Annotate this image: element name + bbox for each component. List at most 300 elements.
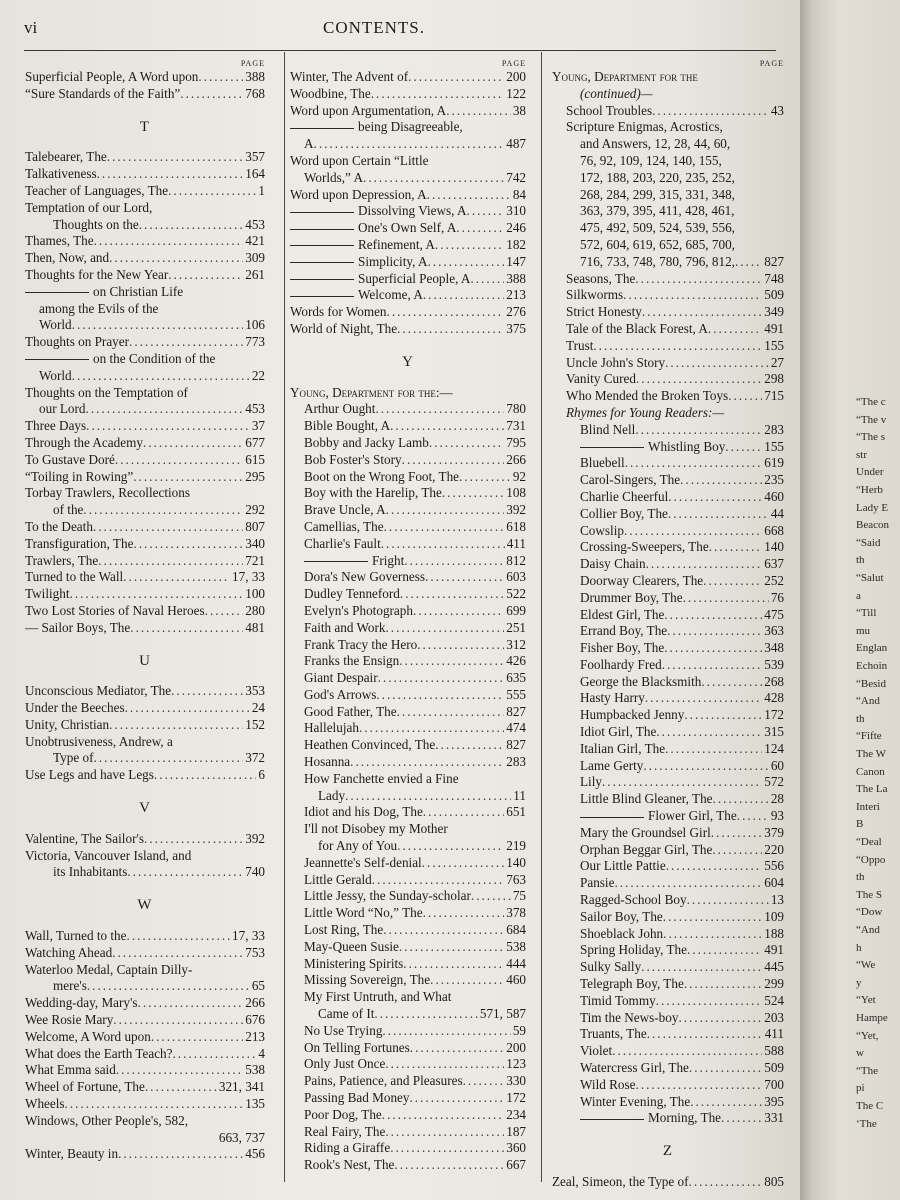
- facing-page-fragment: “The c: [856, 396, 886, 408]
- contents-entry: [290, 989, 526, 1006]
- entry-title: [25, 233, 94, 250]
- leader-dots: [735, 254, 762, 271]
- leader-dots: [623, 287, 762, 304]
- entry-title: [53, 978, 87, 995]
- leader-dots: [113, 1012, 243, 1029]
- contents-entry: [25, 519, 265, 536]
- contents-entry: [290, 771, 526, 788]
- contents-entry: [552, 674, 784, 691]
- entry-title: [290, 203, 467, 220]
- contents-entry: [552, 959, 784, 976]
- facing-page-fragment: “Deal: [856, 836, 882, 848]
- entry-title: [39, 368, 72, 385]
- entry-title-text: Welcome, A: [358, 287, 423, 303]
- entry-page-number: 700: [764, 1076, 784, 1092]
- facing-page-fragment: mu: [856, 624, 871, 637]
- entry-title: [552, 1174, 689, 1191]
- leader-dots: [129, 334, 243, 351]
- contents-entry: [552, 1174, 784, 1191]
- entry-page-number: 292: [245, 502, 265, 518]
- contents-entry: [552, 858, 784, 875]
- entry-title: [580, 136, 730, 153]
- leader-dots: [109, 717, 243, 734]
- contents-entry: [290, 788, 526, 805]
- leader-dots: [116, 1062, 243, 1079]
- entry-title: [304, 586, 400, 603]
- contents-entry: [290, 804, 526, 821]
- leader-dots: [345, 788, 511, 805]
- entry-title-text: Cowslip: [580, 522, 624, 538]
- entry-page-number: 539: [764, 656, 784, 672]
- contents-entry: [25, 334, 265, 351]
- entry-title-text: George the Blacksmith: [580, 673, 702, 689]
- ditto-rule: [25, 359, 89, 360]
- entry-page-number: 24: [251, 700, 265, 716]
- entry-title-text: Unobtrusiveness, Andrew, a: [25, 733, 173, 749]
- entry-title: [304, 1056, 385, 1073]
- leader-dots: [712, 842, 762, 859]
- entry-title-text: Sailor Boy, The: [580, 908, 663, 924]
- entry-title: [580, 86, 653, 103]
- leader-dots: [86, 418, 250, 435]
- leader-dots: [665, 741, 762, 758]
- entry-title-text: Little Blind Gleaner, The: [580, 791, 713, 807]
- entry-title-text: Through the Academy: [25, 434, 143, 450]
- entry-title-text: Telegraph Boy, The: [580, 976, 684, 992]
- entry-page-number: 780: [506, 401, 526, 417]
- contents-entry: [25, 351, 265, 368]
- entry-title: [566, 287, 623, 304]
- ditto-rule: [290, 262, 354, 263]
- entry-title: [566, 338, 593, 355]
- contents-entry: [552, 724, 784, 741]
- entry-title: [25, 700, 125, 717]
- entry-title-text: 716, 733, 748, 780, 796, 812,: [580, 253, 735, 269]
- entry-title-text: Torbay Trawlers, Recollections: [25, 485, 190, 501]
- entry-title: [25, 586, 70, 603]
- contents-entry: [552, 909, 784, 926]
- entry-page-number: 140: [506, 854, 526, 870]
- entry-title: [318, 788, 345, 805]
- entry-title-text: Young, Department for the:—: [290, 384, 453, 400]
- entry-title: [304, 855, 422, 872]
- contents-entry: [290, 69, 526, 86]
- entry-title: [290, 271, 470, 288]
- leader-dots: [667, 623, 762, 640]
- entry-title-text: Wild Rose: [580, 1076, 636, 1092]
- contents-entry: [25, 603, 265, 620]
- contents-entry: [552, 808, 784, 825]
- contents-entry: [552, 926, 784, 943]
- contents-entry: [552, 439, 784, 456]
- entry-title-text: Then, Now, and: [25, 250, 110, 266]
- entry-title-text: — Sailor Boys, The: [25, 619, 131, 635]
- facing-page-fragment: y: [856, 976, 862, 989]
- entry-title: [53, 750, 93, 767]
- contents-entry: [25, 536, 265, 553]
- entry-page-number: 28: [770, 791, 784, 807]
- entry-title-text: Superficial People, A: [358, 270, 471, 286]
- leader-dots: [665, 355, 769, 372]
- entry-page-number: 395: [764, 1093, 784, 1109]
- entry-title-text: Young, Department for the: [552, 69, 698, 84]
- entry-title: [304, 905, 423, 922]
- entry-title: [580, 657, 662, 674]
- entry-title: [566, 119, 723, 136]
- contents-entry: [290, 1124, 526, 1141]
- entry-page-number: 122: [506, 85, 526, 101]
- entry-page-number: 251: [506, 619, 526, 635]
- contents-entry: [290, 872, 526, 889]
- leader-dots: [168, 267, 243, 284]
- entry-title: [580, 523, 624, 540]
- facing-page-fragment: The S: [856, 888, 882, 901]
- leader-dots: [394, 1157, 504, 1174]
- entry-page-number: 200: [506, 1039, 526, 1055]
- leader-dots: [624, 523, 762, 540]
- leader-dots: [374, 1006, 477, 1023]
- leader-dots: [408, 69, 504, 86]
- leader-dots: [442, 485, 504, 502]
- entry-title: [25, 569, 123, 586]
- leader-dots: [350, 754, 504, 771]
- facing-page-fragment: “Yet: [856, 994, 876, 1007]
- entry-title: [25, 767, 154, 784]
- entry-title-text: Arthur Ought: [304, 401, 376, 417]
- entry-title-text: Word upon Certain “Little: [290, 152, 429, 168]
- contents-entry: [25, 301, 265, 318]
- entry-title-text: Came of It: [318, 1006, 375, 1022]
- contents-entry: [290, 1090, 526, 1107]
- leader-dots: [375, 401, 504, 418]
- entry-page-number: 388: [506, 270, 526, 286]
- leader-dots: [593, 338, 762, 355]
- ditto-rule: [290, 212, 354, 213]
- leader-dots: [138, 995, 244, 1012]
- leader-dots: [471, 888, 511, 905]
- entry-title-text: Ministering Spirits: [304, 955, 404, 971]
- contents-entry: [25, 1079, 265, 1096]
- entry-page-number: 721: [245, 552, 265, 568]
- contents-entry: [552, 422, 784, 439]
- entry-page-number: 555: [506, 686, 526, 702]
- contents-entry: [25, 734, 265, 751]
- entry-title: [25, 1012, 113, 1029]
- entry-title-text: Two Lost Stories of Naval Heroes: [25, 602, 205, 618]
- leader-dots: [668, 506, 769, 523]
- leader-dots: [94, 233, 244, 250]
- leader-dots: [713, 791, 769, 808]
- entry-title-text: Thames, The: [25, 233, 94, 249]
- contents-entry: [290, 1073, 526, 1090]
- entry-page-number: 6: [258, 767, 265, 783]
- entry-title-text: Waterloo Medal, Captain Dilly-: [25, 961, 193, 977]
- entry-page-number: 213: [245, 1028, 265, 1044]
- leader-dots: [143, 435, 243, 452]
- entry-page-number: 188: [764, 925, 784, 941]
- entry-page-number: 4: [258, 1045, 265, 1061]
- leader-dots: [107, 149, 243, 166]
- entry-page-number: 331: [764, 1110, 784, 1126]
- contents-entry: [290, 553, 526, 570]
- entry-title: [566, 304, 642, 321]
- entry-title: [25, 418, 86, 435]
- leader-dots: [145, 1079, 217, 1096]
- entry-title: [580, 237, 735, 254]
- entry-title: [580, 774, 602, 791]
- entry-page-number: 651: [506, 804, 526, 820]
- entry-title-text: Lily: [580, 774, 602, 790]
- contents-entry: [552, 976, 784, 993]
- entry-title: [290, 220, 456, 237]
- ditto-rule: [290, 279, 354, 280]
- facing-page-fragment: “Fifte: [856, 730, 882, 743]
- facing-page-fragment: h: [856, 941, 862, 954]
- entry-title-text: Under the Beeches: [25, 700, 125, 716]
- entry-page-number: 44: [770, 505, 784, 521]
- leader-dots: [728, 388, 762, 405]
- contents-entry: [290, 203, 526, 220]
- entry-title: [580, 539, 709, 556]
- facing-page-fragment: str: [856, 448, 867, 461]
- leader-dots: [87, 978, 250, 995]
- facing-page-fragment: th: [856, 554, 865, 567]
- entry-page-number: 460: [506, 972, 526, 988]
- leader-dots: [625, 455, 763, 472]
- entry-title-text: our Lord: [39, 401, 86, 417]
- contents-entry: [290, 271, 526, 288]
- entry-title: [304, 502, 386, 519]
- entry-title: [304, 170, 363, 187]
- entry-title-text: Scripture Enigmas, Acrostics,: [566, 119, 723, 135]
- entry-title: [304, 401, 375, 418]
- entry-title-text: Hallelujah: [304, 720, 359, 736]
- entry-title-text: Only Just Once: [304, 1056, 386, 1072]
- leader-dots: [656, 724, 762, 741]
- contents-entry: [552, 539, 784, 556]
- entry-page-number: 378: [506, 905, 526, 921]
- contents-entry: [552, 405, 784, 422]
- entry-title-text: Uncle John's Story: [566, 354, 666, 370]
- entry-title-text: Word upon Depression, A: [290, 186, 427, 202]
- entry-title-text: Lame Gerty: [580, 757, 644, 773]
- contents-entry: [25, 945, 265, 962]
- leader-dots: [435, 237, 504, 254]
- entry-title: [25, 166, 97, 183]
- entry-title: [290, 254, 427, 271]
- entry-title-text: Temptation of our Lord,: [25, 199, 153, 215]
- leader-dots: [314, 136, 505, 153]
- leader-dots: [386, 502, 505, 519]
- entry-page-number: 298: [764, 371, 784, 387]
- contents-entry: [25, 620, 265, 637]
- leader-dots: [422, 855, 504, 872]
- entry-title: [290, 187, 427, 204]
- contents-entry: [552, 707, 784, 724]
- contents-entry: [552, 455, 784, 472]
- entry-title-text: Teacher of Languages, The: [25, 182, 169, 198]
- entry-page-number: 753: [245, 944, 265, 960]
- entry-title: [304, 653, 399, 670]
- contents-entry: [290, 905, 526, 922]
- entry-title: [25, 519, 93, 536]
- entry-title: [25, 334, 129, 351]
- leader-dots: [133, 469, 243, 486]
- entry-title-text: being Disagreeable,: [358, 119, 463, 135]
- entry-title-text: One's Own Self, A: [358, 220, 457, 236]
- entry-title: [39, 401, 86, 418]
- leader-dots: [663, 926, 762, 943]
- entry-title: [580, 926, 663, 943]
- leader-dots: [93, 519, 243, 536]
- leader-dots: [390, 1140, 504, 1157]
- entry-title-text: 475, 492, 509, 524, 539, 556,: [580, 220, 735, 236]
- contents-entry: [290, 637, 526, 654]
- entry-page-number: 619: [764, 455, 784, 471]
- contents-entry: [552, 489, 784, 506]
- entry-title-text: Superficial People, A Word upon: [25, 69, 199, 84]
- contents-entry: [290, 888, 526, 905]
- entry-title-text: I'll not Disobey my Mother: [304, 821, 448, 837]
- entry-title-text: Bluebell: [580, 455, 625, 471]
- leader-dots: [70, 586, 244, 603]
- entry-title: [580, 993, 656, 1010]
- entry-title: [25, 1096, 65, 1113]
- entry-title-text: Good Father, The: [304, 703, 397, 719]
- entry-title: [566, 371, 636, 388]
- entry-title: [580, 942, 687, 959]
- entry-title-text: on the Condition of the: [93, 350, 216, 366]
- contents-entry: [552, 1110, 784, 1127]
- facing-page-fragment: “And: [856, 924, 880, 936]
- entry-title-text: 363, 379, 395, 411, 428, 461,: [580, 203, 735, 219]
- entry-title: [25, 284, 183, 301]
- contents-entry: [25, 700, 265, 717]
- contents-entry: [290, 1023, 526, 1040]
- contents-entry: [290, 620, 526, 637]
- entry-title: [25, 683, 171, 700]
- contents-entry: [25, 485, 265, 502]
- leader-dots: [456, 220, 504, 237]
- facing-page-fragment: th: [856, 871, 865, 884]
- entry-title-text: on Christian Life: [93, 283, 184, 299]
- leader-dots: [97, 166, 244, 183]
- facing-page-fragment: Hampe: [856, 1012, 888, 1024]
- entry-page-number: 203: [764, 1009, 784, 1025]
- leader-dots: [459, 469, 511, 486]
- contents-entry: [25, 502, 265, 519]
- leader-dots: [427, 254, 504, 271]
- entry-title: [580, 875, 614, 892]
- ditto-rule: [290, 229, 354, 230]
- leader-dots: [399, 653, 504, 670]
- entry-page-number: 588: [764, 1043, 784, 1059]
- entry-page-number: 234: [506, 1106, 526, 1122]
- entry-title: [318, 1006, 374, 1023]
- contents-entry: [552, 758, 784, 775]
- entry-title-text: A: [304, 136, 314, 152]
- entry-title-text: No Use Trying: [304, 1022, 383, 1038]
- entry-page-number: 140: [764, 539, 784, 555]
- facing-page-fragment: th: [856, 712, 865, 725]
- contents-entry: [290, 922, 526, 939]
- entry-page-number: 509: [764, 1060, 784, 1076]
- entry-title: [304, 1107, 382, 1124]
- leader-dots: [430, 972, 504, 989]
- entry-page-number: 100: [245, 586, 265, 602]
- entry-page-number: 375: [506, 320, 526, 336]
- entry-title: [25, 962, 192, 979]
- contents-entry: [25, 717, 265, 734]
- entry-title: [304, 435, 429, 452]
- entry-title-text: Fright: [372, 552, 405, 568]
- contents-entry: [290, 1140, 526, 1157]
- entry-title: [580, 724, 656, 741]
- entry-title: [580, 959, 641, 976]
- leader-dots: [112, 945, 243, 962]
- entry-title: [304, 771, 459, 788]
- leader-dots: [636, 371, 762, 388]
- entry-title: [580, 741, 665, 758]
- leader-dots: [385, 1124, 504, 1141]
- leader-dots: [737, 808, 769, 825]
- entry-title-text: Rhymes for Young Readers:—: [566, 404, 725, 420]
- contents-entry: [25, 452, 265, 469]
- entry-page-number: 155: [764, 438, 784, 454]
- entry-title-text: Boy with the Harelip, The: [304, 485, 442, 501]
- entry-title: [53, 217, 139, 234]
- contents-column-2: [290, 58, 526, 1174]
- entry-title-text: Talebearer, The: [25, 149, 107, 165]
- entry-title-text: Idiot and his Dog, The: [304, 804, 423, 820]
- contents-entry: [25, 995, 265, 1012]
- leader-dots: [689, 1174, 763, 1191]
- leader-dots: [173, 1046, 257, 1063]
- entry-page-number: 827: [764, 253, 784, 269]
- page-title: CONTENTS.: [322, 18, 426, 37]
- entry-page-number: 261: [245, 266, 265, 282]
- entry-page-number: 109: [764, 908, 784, 924]
- entry-page-number: 363: [764, 623, 784, 639]
- entry-page-number: 266: [506, 451, 526, 467]
- entry-title-text: Franks the Ensign: [304, 653, 400, 669]
- contents-entry: [552, 69, 784, 86]
- contents-entry: [290, 1040, 526, 1057]
- entry-page-number: 731: [506, 418, 526, 434]
- contents-entry: [552, 825, 784, 842]
- contents-entry: [552, 170, 784, 187]
- entry-title: [25, 831, 144, 848]
- entry-title: [304, 1073, 463, 1090]
- entry-title-text: 663, 737: [218, 1129, 265, 1145]
- entry-page-number: 453: [245, 216, 265, 232]
- entry-title: [580, 1077, 636, 1094]
- entry-title: [25, 69, 198, 86]
- entry-title: [304, 603, 413, 620]
- leader-dots: [725, 439, 762, 456]
- leader-dots: [470, 271, 504, 288]
- leader-dots: [363, 170, 504, 187]
- entry-title-text: Ragged-School Boy: [580, 892, 687, 908]
- entry-page-number: 411: [506, 535, 526, 551]
- contents-entry: [552, 254, 784, 271]
- contents-entry: [290, 119, 526, 136]
- entry-title-text: Winter, Beauty in: [25, 1146, 119, 1162]
- contents-entry: [552, 187, 784, 204]
- leader-dots: [467, 203, 505, 220]
- leader-dots: [381, 536, 505, 553]
- leader-dots: [687, 942, 762, 959]
